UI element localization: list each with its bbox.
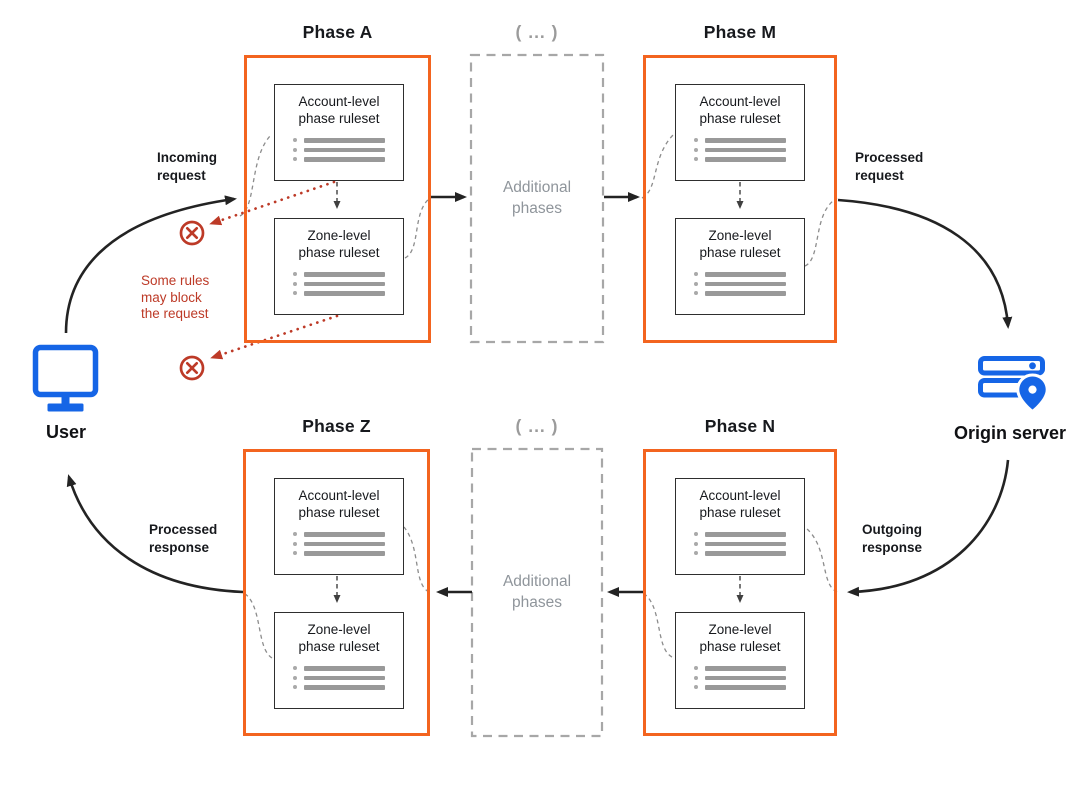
rule-list [694,272,804,296]
incoming-request-label [157,149,217,185]
card-title-line: Account-level [699,94,781,109]
rule-line [304,291,385,296]
rule-bullet [694,148,698,152]
rule-line [304,551,385,556]
rule-line [705,148,786,153]
phase-m-title: Phase M [703,22,777,42]
outgoing-response-label-line2: response [862,540,923,555]
phase-z-account-ruleset-card [274,478,404,575]
phase-n-account-ruleset-card [675,478,805,575]
card-title-line: Zone-level [307,228,371,243]
rule-item [293,291,385,296]
rule-item [694,532,786,537]
rule-line [705,282,786,287]
rule-list [694,138,804,162]
rule-item [293,532,385,537]
rule-line [705,157,786,162]
rule-line [705,272,786,277]
rule-item [694,157,786,162]
additional-phases-label-bottom-line2: phases [512,594,562,611]
additional-phases-ellipsis-top: ( ... ) [515,22,559,42]
rule-list [694,532,804,556]
additional-phases-ellipsis-bottom: ( ... ) [515,416,559,436]
rule-bullet [293,272,297,276]
processed-request-arrow [838,200,1008,326]
card-title-line: Zone-level [307,622,371,637]
rule-bullet [293,148,297,152]
rule-list [293,532,403,556]
rule-item [694,551,786,556]
rule-bullet [293,676,297,680]
processed-request-label-line2: request [855,168,904,183]
phase-n-title: Phase N [704,416,776,436]
card-title-line: phase ruleset [699,111,781,126]
block-note [141,273,209,323]
rule-line [304,666,385,671]
rule-line [705,291,786,296]
rule-line [705,666,786,671]
phase-a-zone-ruleset-card [274,218,404,315]
rule-item [293,148,385,153]
block-circle-x-icon-bottom [181,357,203,379]
block-note-line1: Some rules [141,273,210,288]
card-title-line: Account-level [699,488,781,503]
rule-bullet [293,138,297,142]
rule-line [705,676,786,681]
rule-bullet [694,676,698,680]
incoming-request-label-line2: request [157,168,206,183]
rule-item [694,148,786,153]
rule-item [293,542,385,547]
rule-line [304,148,385,153]
rule-list [694,666,804,690]
rule-bullet [293,685,297,689]
phase-a-title: Phase A [302,22,373,42]
rule-list [293,272,403,296]
origin-server-label: Origin server [953,423,1067,443]
rule-item [694,542,786,547]
rule-bullet [293,291,297,295]
rule-bullet [293,532,297,536]
processed-request-label [855,149,923,185]
rule-line [304,282,385,287]
phase-z-zone-ruleset-card [274,612,404,709]
rule-line [705,542,786,547]
additional-phases-label-top-line2: phases [512,200,562,217]
rule-bullet [694,532,698,536]
processed-request-label-line1: Processed [855,150,924,165]
additional-phases-label-bottom-line1: Additional [502,573,572,590]
rule-bullet [694,542,698,546]
rule-item [694,676,786,681]
rule-line [705,551,786,556]
origin-server-icon [981,359,1046,410]
rule-bullet [694,138,698,142]
card-title-line: Account-level [298,488,380,503]
additional-phases-label-top-line1: Additional [502,179,572,196]
outgoing-response-label-line1: Outgoing [862,522,922,537]
card-title-line: phase ruleset [298,639,380,654]
rule-line [304,138,385,143]
rule-item [694,666,786,671]
rule-item [694,272,786,277]
card-title-line: phase ruleset [699,505,781,520]
rule-list [293,666,403,690]
rule-line [304,157,385,162]
user-monitor-icon [36,348,96,412]
block-note-line2: may block [141,289,202,305]
rule-bullet [293,282,297,286]
rule-bullet [293,666,297,670]
rule-bullet [694,551,698,555]
phase-n-zone-ruleset-card [675,612,805,709]
rule-line [304,676,385,681]
card-title-line: phase ruleset [298,111,380,126]
card-title-line: phase ruleset [699,639,781,654]
user-label: User [45,422,87,442]
card-title-line: Account-level [298,94,380,109]
rule-line [705,138,786,143]
rule-bullet [694,291,698,295]
phase-z-title: Phase Z [302,416,371,436]
incoming-request-label-line1: Incoming [157,150,217,165]
card-title-line: phase ruleset [699,245,781,260]
rule-bullet [293,542,297,546]
card-title-line: phase ruleset [298,505,380,520]
rule-item [293,157,385,162]
rule-item [694,685,786,690]
rule-item [694,282,786,287]
additional-phases-label-top [471,177,603,219]
rule-item [293,138,385,143]
outgoing-response-label [862,521,922,557]
rule-bullet [293,551,297,555]
rule-item [694,138,786,143]
rule-item [293,272,385,277]
rule-line [304,685,385,690]
rule-item [293,282,385,287]
phase-a-account-ruleset-card [274,84,404,181]
processed-response-label-line1: Processed [149,522,218,537]
phase-m-account-ruleset-card [675,84,805,181]
rule-line [705,532,786,537]
rule-line [304,542,385,547]
card-title-line: Zone-level [708,622,772,637]
rule-item [293,676,385,681]
card-title-line: phase ruleset [298,245,380,260]
card-title-line: Zone-level [708,228,772,243]
rule-item [293,666,385,671]
rule-line [705,685,786,690]
rule-item [694,291,786,296]
rule-line [304,532,385,537]
rule-bullet [694,685,698,689]
block-circle-x-icon-top [181,222,203,244]
rule-bullet [694,157,698,161]
rule-bullet [293,157,297,161]
rule-item [293,685,385,690]
processed-response-label-line2: response [149,540,210,555]
rule-item [293,551,385,556]
rule-bullet [694,282,698,286]
rule-line [304,272,385,277]
block-note-line3: the request [141,306,209,321]
processed-response-label [149,521,217,557]
phase-m-zone-ruleset-card [675,218,805,315]
additional-phases-label-bottom [472,571,602,613]
rule-bullet [694,666,698,670]
rule-list [293,138,403,162]
rule-bullet [694,272,698,276]
